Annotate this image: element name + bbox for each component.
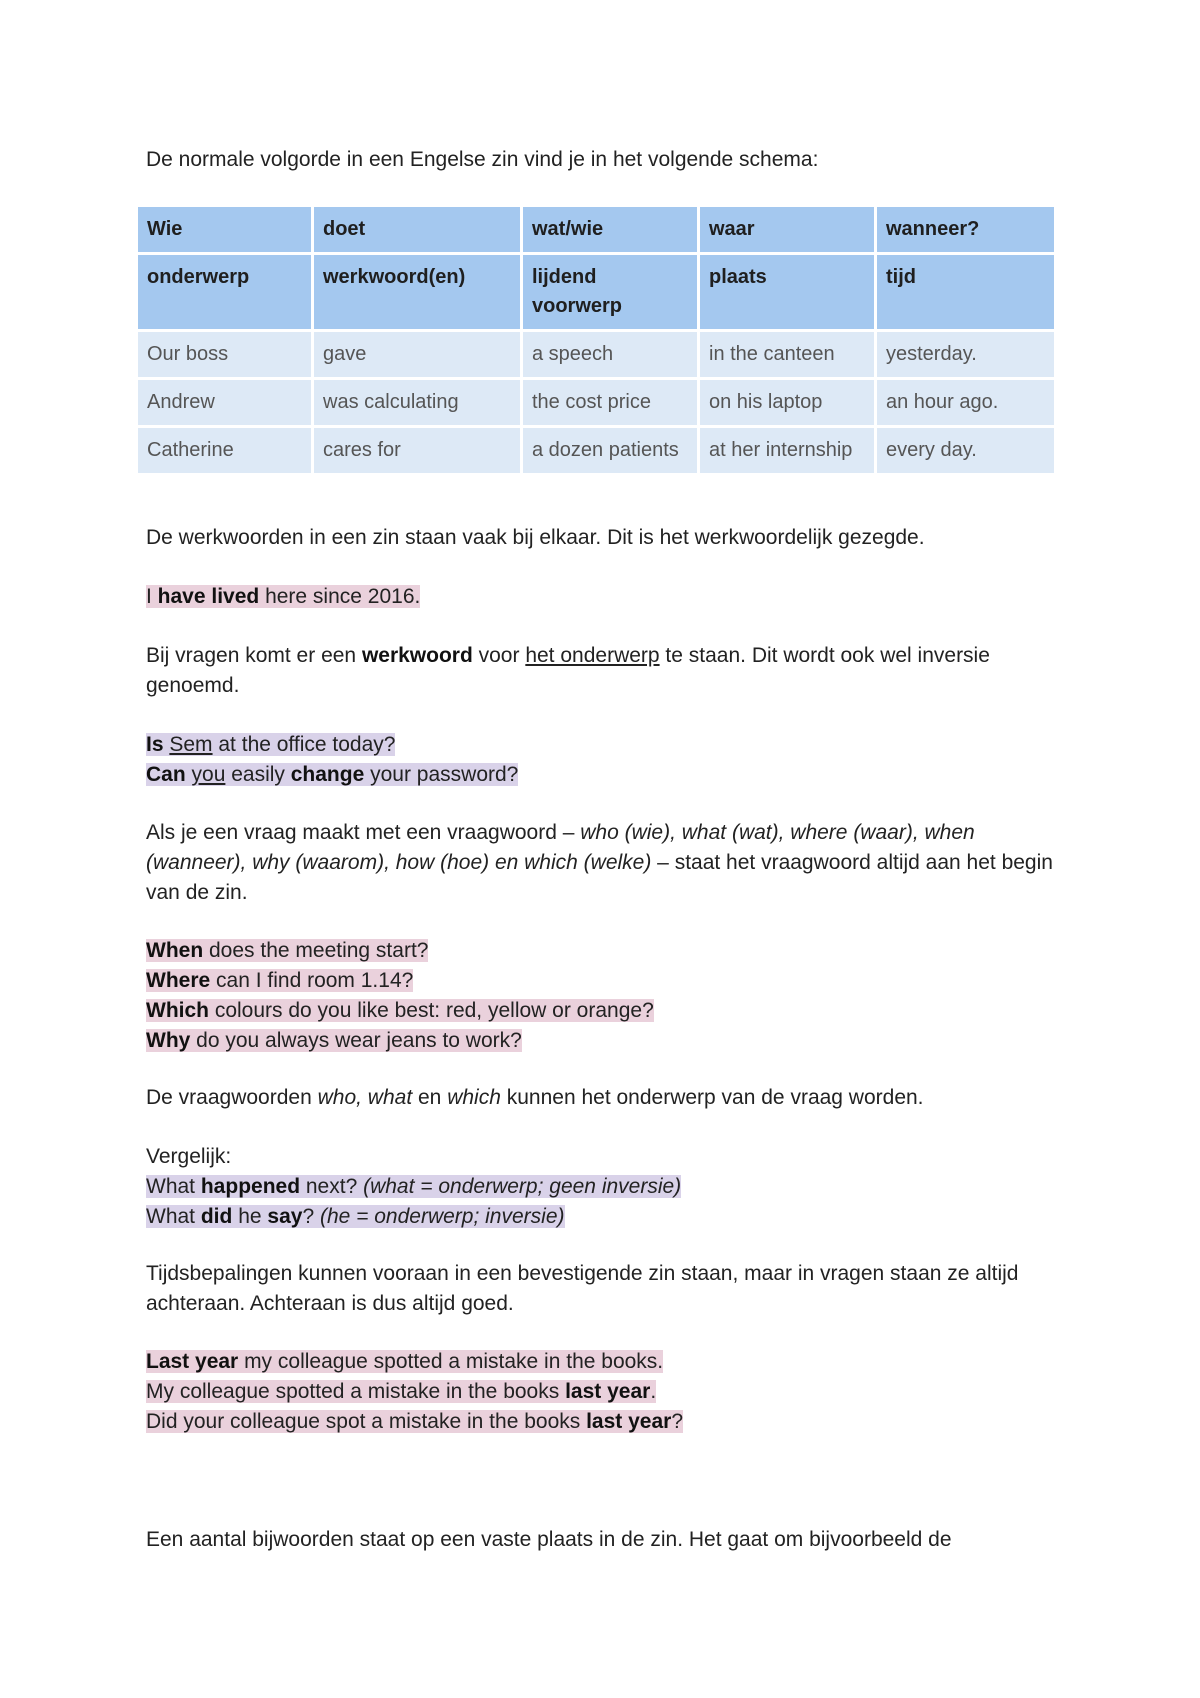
example-line <box>146 1407 1066 1437</box>
subject-question-paragraph <box>146 1083 1066 1113</box>
bold-verb: have lived <box>157 585 260 608</box>
text-run: I <box>146 585 158 608</box>
text-run: easily <box>225 763 291 786</box>
intro-paragraph: De normale volgorde in een Engelse zin vind je in het volgende schema: <box>146 148 819 171</box>
highlighted-sentence <box>146 1205 565 1228</box>
table-header-cell: plaats <box>699 254 876 331</box>
underlined-subject: Sem <box>169 733 213 756</box>
table-cell: Catherine <box>137 427 313 475</box>
bold-term: werkwoord <box>361 644 473 667</box>
text-run: next? <box>300 1175 364 1198</box>
table-header-cell: onderwerp <box>137 254 313 331</box>
text-run: Als je een vraag maakt met een vraagwoord – <box>146 821 581 844</box>
text-run: – staat het vraagwoord altijd aan het begin van de zin. <box>146 851 1053 904</box>
example-line <box>146 1202 1066 1232</box>
table-header-row <box>137 206 1056 254</box>
table-cell: cares for <box>313 427 522 475</box>
inversion-paragraph <box>146 641 1066 701</box>
adverbs-paragraph: Een aantal bijwoorden staat op een vaste plaats in de zin. Het gaat om bijvoorbeeld de <box>146 1528 952 1551</box>
text-run: en <box>412 1086 448 1109</box>
table-row <box>137 427 1056 475</box>
text-run: at the office today? <box>212 733 396 756</box>
question-word-paragraph <box>146 818 1066 908</box>
compare-label: Vergelijk: <box>146 1145 232 1168</box>
table-cell: gave <box>313 331 522 379</box>
text-run: ? <box>671 1410 683 1433</box>
table-cell: on his laptop <box>699 379 876 427</box>
example-line <box>146 760 1066 790</box>
italic-question-words: who (wie), what (wat), where (waar), when (wanneer), why (waarom), how (hoe) en which (welke) <box>146 821 975 874</box>
text-run: What <box>146 1175 201 1198</box>
table-cell: a speech <box>522 331 699 379</box>
text-run: ? <box>302 1205 320 1228</box>
bold-time: last year <box>565 1380 651 1403</box>
example-line <box>146 1377 1066 1407</box>
text-run: can I find room 1.14? <box>210 969 414 992</box>
table-cell: at her internship <box>699 427 876 475</box>
table-cell: in the canteen <box>699 331 876 379</box>
table-header-cell: waar <box>699 206 876 254</box>
text-run: . <box>650 1380 657 1403</box>
verbs-paragraph: De werkwoorden in een zin staan vaak bij elkaar. Dit is het werkwoordelijk gezegde. <box>146 526 925 549</box>
table-cell: the cost price <box>522 379 699 427</box>
table-cell: an hour ago. <box>876 379 1056 427</box>
highlighted-sentence <box>146 939 428 962</box>
highlighted-sentence <box>146 1410 683 1433</box>
highlighted-sentence <box>146 585 420 608</box>
table-subheader-row <box>137 254 1056 331</box>
bold-verb: happened <box>200 1175 301 1198</box>
highlighted-sentence <box>146 733 395 756</box>
bold-verb: say <box>267 1205 303 1228</box>
table-cell: was calculating <box>313 379 522 427</box>
italic-term: which <box>447 1086 501 1109</box>
bold-question-word: Where <box>146 969 211 992</box>
bold-time: Last year <box>146 1350 239 1373</box>
example-line <box>146 1172 1066 1202</box>
example-line <box>146 966 1066 996</box>
time-paragraph: Tijdsbepalingen kunnen vooraan in een bevestigende zin staan, maar in vragen staan ze altijd achteraan. Achteraan is dus altijd goed. <box>146 1262 1019 1315</box>
table-cell: Our boss <box>137 331 313 379</box>
highlighted-sentence <box>146 1029 522 1052</box>
example-perfect-tense <box>146 582 1066 612</box>
table-header-cell: wat/wie <box>522 206 699 254</box>
table-header-cell: doet <box>313 206 522 254</box>
bold-question-word: Which <box>146 999 209 1022</box>
italic-note: (what = onderwerp; geen inversie) <box>363 1175 682 1198</box>
highlighted-sentence <box>146 763 518 786</box>
italic-note: (he = onderwerp; inversie) <box>319 1205 565 1228</box>
text-run: voor <box>472 644 526 667</box>
underlined-term: het onderwerp <box>525 644 660 667</box>
bold-time: last year <box>586 1410 672 1433</box>
example-line <box>146 730 1066 760</box>
text-run: My colleague spotted a mistake in the books <box>146 1380 566 1403</box>
text-run: here since 2016. <box>259 585 421 608</box>
text-run: kunnen het onderwerp van de vraag worden. <box>500 1086 924 1109</box>
bold-verb: Can <box>146 763 186 786</box>
highlighted-sentence <box>146 1380 656 1403</box>
underlined-subject: you <box>191 763 226 786</box>
highlighted-sentence <box>146 999 654 1022</box>
table-row <box>137 379 1056 427</box>
table-header-cell: wanneer? <box>876 206 1056 254</box>
text-run: does the meeting start? <box>203 939 429 962</box>
text-run: colours do you like best: red, yellow or orange? <box>209 999 654 1022</box>
table-cell: yesterday. <box>876 331 1056 379</box>
text-run: te staan. Dit wordt ook wel inversie genoemd. <box>146 644 990 697</box>
text-run: your password? <box>364 763 519 786</box>
bold-verb: did <box>200 1205 233 1228</box>
italic-term: who, what <box>317 1086 413 1109</box>
bold-verb: Is <box>146 733 164 756</box>
table-header-cell: tijd <box>876 254 1056 331</box>
bold-verb: change <box>290 763 365 786</box>
table-header-cell: Wie <box>137 206 313 254</box>
text-run: do you always wear jeans to work? <box>190 1029 522 1052</box>
table-cell: a dozen patients <box>522 427 699 475</box>
highlighted-sentence <box>146 969 413 992</box>
table-cell: Andrew <box>137 379 313 427</box>
highlighted-sentence <box>146 1175 681 1198</box>
text-run: Did your colleague spot a mistake in the books <box>146 1410 587 1433</box>
text-run: De vraagwoorden <box>146 1086 318 1109</box>
table-row <box>137 331 1056 379</box>
bold-question-word: When <box>146 939 204 962</box>
table-cell: every day. <box>876 427 1056 475</box>
text-run: he <box>232 1205 268 1228</box>
example-line <box>146 1347 1066 1377</box>
example-questions <box>146 730 1066 790</box>
sentence-order-table <box>135 204 1057 476</box>
compare-block <box>146 1142 1066 1232</box>
table-header-cell: werkwoord(en) <box>313 254 522 331</box>
example-line <box>146 1026 1066 1056</box>
text-run: Bij vragen komt er een <box>146 644 362 667</box>
text-run: What <box>146 1205 201 1228</box>
example-line <box>146 936 1066 966</box>
highlighted-sentence <box>146 1350 663 1373</box>
example-line <box>146 996 1066 1026</box>
text-run: my colleague spotted a mistake in the books. <box>238 1350 664 1373</box>
example-question-words <box>146 936 1066 1056</box>
example-time <box>146 1347 1066 1437</box>
table-header-cell: lijdend voorwerp <box>522 254 699 331</box>
bold-question-word: Why <box>146 1029 191 1052</box>
